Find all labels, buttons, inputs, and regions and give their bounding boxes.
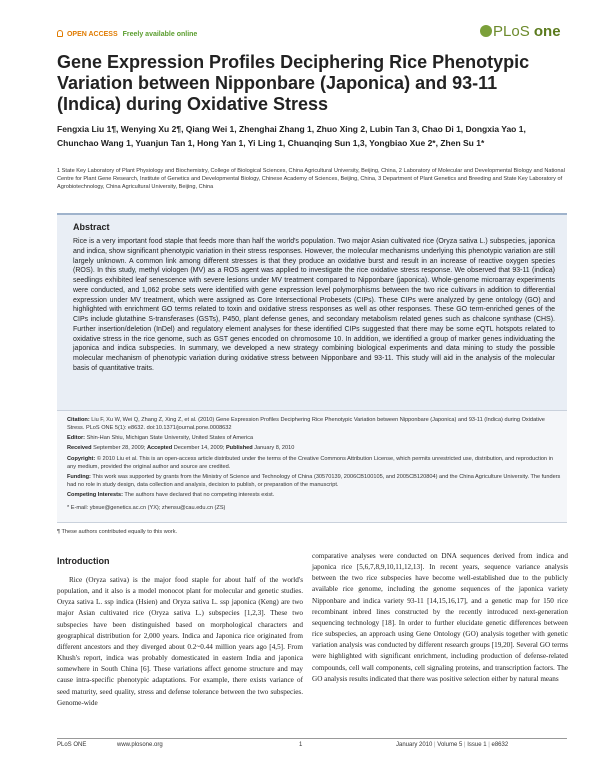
equal-contribution-note: ¶ These authors contributed equally to this work.: [57, 529, 178, 535]
logo-main: PLoS: [493, 23, 530, 40]
competing-label: Competing Interests:: [67, 492, 123, 498]
copyright-text: © 2010 Liu et al. This is an open-access article distributed under the terms of the Creative Commons Attribution License, which permits unrestricted use, distribution, and reproduction in any medium, provided the original author and source are credited.: [67, 456, 553, 470]
journal-logo: [480, 23, 561, 40]
introduction-heading: Introduction: [57, 556, 110, 566]
introduction-right-column: comparative analyses were conducted on DNA sequences derived from indica and japonica rice [5,6,7,8,9,10,11,12,13]. In recent years, sequence variance analysis between the two rice subspecies have become well-established due to the publicly available rice genome, including the genome sequences of the japonica variety Nipponbare and indica variety 93-11 [14,15,16,17], and a genetic map for 150 rice recombinant inbred lines constructed by the recently introduced next-generation sequencing technology [18]. In order to further elucidate genetic differences between rice subspecies, an approach using Gene Ontology (GO) analysis together with genetic variation analysis was conducted by different research groups [19,20]. Several GO terms were highlighted with significant enrichment, including production of defense-related compounds, cell wall components, cell signaling proteins, and transcription factors. The GO analysis results indicated that there was positive selection either by natural means: [312, 552, 568, 683]
affiliations: 1 State Key Laboratory of Plant Physiology and Biochemistry, College of Biological Sciences, China Agricultural University, Beijing, China, 2 Laboratory of Molecular and Developmental Biology and National Centre for Plant Gene Research, Institute of Genetics and Developmental Biology, Chinese Academy of Sciences, Beijing, China, 3 Department of Plant Genetics and Breeding and State Key Laboratory of Agrobiotechnology, China Agricultural University, Beijing, China: [57, 168, 565, 191]
separator: |: [463, 742, 468, 748]
issue-info: [396, 742, 508, 748]
article-metadata: [57, 410, 567, 523]
issue-volume: Volume 5: [437, 742, 463, 748]
competing-text: The authors have declared that no competing interests exist.: [124, 492, 275, 498]
separator: |: [488, 742, 492, 748]
citation-label: Citation:: [67, 417, 90, 423]
corresponding-email[interactable]: * E-mail: ybxue@genetics.ac.cn (YX); zhensu@cau.edu.cn (ZS): [67, 505, 226, 511]
abstract-text: Rice is a very important food staple that feeds more than half the world's population. Two major Asian cultivated rice (Oryza sativa L.) subspecies, japonica and indica, show significant phenotypic variation in their stress responses. However, the molecular mechanisms underlying this phenotypic variation are still largely unknown. A common link among different stresses is that they produce an oxidative burst and result in an increase of reactive oxygen species (ROS). In this study, methyl viologen (MV) as a ROS agent was applied to investigate the rice oxidative stress response. We observed that 93-11 (indica) seedlings exhibited leaf senescence with severe lesions under MV treatment compared to Nipponbare (japonica). Whole-genome microarray experiments were conducted, and 1,062 probe sets were identified with gene expression level polymorphisms between the two rice cultivars in addition to differential expression under MV treatment, which were assigned as Core Intersectional Probesets (CIPs). These CIPs were analyzed by gene ontology (GO) and highlighted with enrichment GO terms related to toxin and oxidative stress responses as well as other responses. These GO term-enriched genes of the CIPs include glutathine S-transferases (GSTs), P450, plant defense genes, and secondary metabolism related genes such as chalcone synthase (CHS). Further insertion/deletion (InDel) and regulatory element analyses for these identified CIPs suggested that there may be some eQTL hotspots related to oxidative stress in the rice genome, such as GST genes encoded on chromosome 10. In addition, we identified a group of marker genes individuating the japonica and indica subspecies. In summary, we developed a new strategy combining biological experiments and data mining to study the possible molecular mechanism of phenotypic variation during oxidative stress between Nipponbare and 93-11. This study will aid in the analysis of the molecular basis of quantitative traits.: [73, 238, 555, 372]
footer-rule: [57, 738, 567, 739]
funding-text: This work was supported by grants from the Ministry of Science and Technology of China (30570139, 2006CB100105, and 2005CB120804) and the China Agriculture University. The funders had no role in study design, data collection and analysis, decision to publish, or preparation of the manuscript.: [67, 474, 561, 488]
issue-date: January 2010: [396, 742, 433, 748]
footer-journal: PLoS ONE: [57, 742, 87, 748]
abstract-panel: [57, 213, 567, 410]
accepted-date: December 14, 2009;: [173, 445, 225, 451]
author-list: Fengxia Liu 1¶, Wenying Xu 2¶, Qiang Wei 1, Zhenghai Zhang 1, Zhuo Xing 2, Lubin Tan 3, Chao Di 1, Dongxia Yao 1, Chunchao Wang 1, Yuanjun Tan 1, Hong Yan 1, Yi Ling 1, Chuanqing Sun 1,3, Yongbiao Xue 2*, Zhen Su 1*: [57, 124, 526, 148]
editor-text: Shin-Han Shiu, Michigan State University, United States of America: [86, 435, 254, 441]
citation-text[interactable]: Liu F, Xu W, Wei Q, Zhang Z, Xing Z, et al. (2010) Gene Expression Profiles Deciphering Rice Phenotypic Variation between Nipponbare (Japonica) and 93-11 (Indica) during Oxidative Stress. PLoS ONE 5(1): e8632. doi:10.1371/journal.pone.0008632: [67, 417, 545, 431]
competing-interests: [67, 491, 562, 499]
footer-url[interactable]: www.plosone.org: [117, 742, 163, 748]
abstract-heading: Abstract: [73, 222, 110, 232]
received-date: September 28, 2009;: [93, 445, 146, 451]
editor-label: Editor:: [67, 435, 86, 441]
page-number: 1: [299, 742, 303, 748]
copyright: [67, 455, 562, 471]
dates: [67, 444, 562, 452]
open-access-label: OPEN ACCESS: [66, 31, 118, 38]
open-access-banner: [57, 30, 197, 38]
logo-mark-icon: [480, 25, 492, 37]
metadata-bottom-rule: [57, 522, 567, 523]
editor: [67, 434, 562, 442]
article-id: e8632: [491, 742, 509, 748]
metadata-top-rule: [57, 410, 567, 411]
article-title: Gene Expression Profiles Deciphering Rice Phenotypic Variation between Nipponbare (Japonica) and 93-11 (Indica) during Oxidative Stress: [57, 52, 530, 114]
availability-label: Freely available online: [122, 31, 198, 38]
issue-number: Issue 1: [467, 742, 487, 748]
received-label: Received: [67, 445, 92, 451]
funding-label: Funding:: [67, 474, 91, 480]
published-date: January 8, 2010: [254, 445, 295, 451]
introduction-left-column: Rice (Oryza sativa) is the major food staple for about half of the world's population, and it also is a model monocot plant for molecular and genetic studies. Oryza sativa L. ssp indica (Hsien) and Oryza sativa L. ssp japonica (Keng) are two major Asian cultivated rice (Oryza sativa L.) subspecies [1,2,3]. These two subspecies have been distinguished based on morphological characters and geographical distribution for 2,000 years. Indica and Japonica rice originated from different ancestors and they diverged about 0.2~0.44 million years ago [4,5]. From Khush's report, indica was probably domesticated in eastern India and japonica somewhere in South China [6]. These variations affect genome structure and may cause intra-specific phenotypic adaptations. For example, there exists variance of seed maturity, seed quality, stress and defense tolerance between the two subspecies. Genome-wide: [57, 576, 303, 707]
abstract-top-rule: [57, 213, 567, 215]
logo-sub: one: [533, 23, 561, 40]
copyright-label: Copyright:: [67, 456, 96, 462]
funding: [67, 473, 562, 489]
published-label: Published: [225, 445, 253, 451]
separator: |: [434, 742, 438, 748]
open-lock-icon: [57, 30, 63, 37]
accepted-label: Accepted: [146, 445, 173, 451]
citation: [67, 416, 562, 432]
